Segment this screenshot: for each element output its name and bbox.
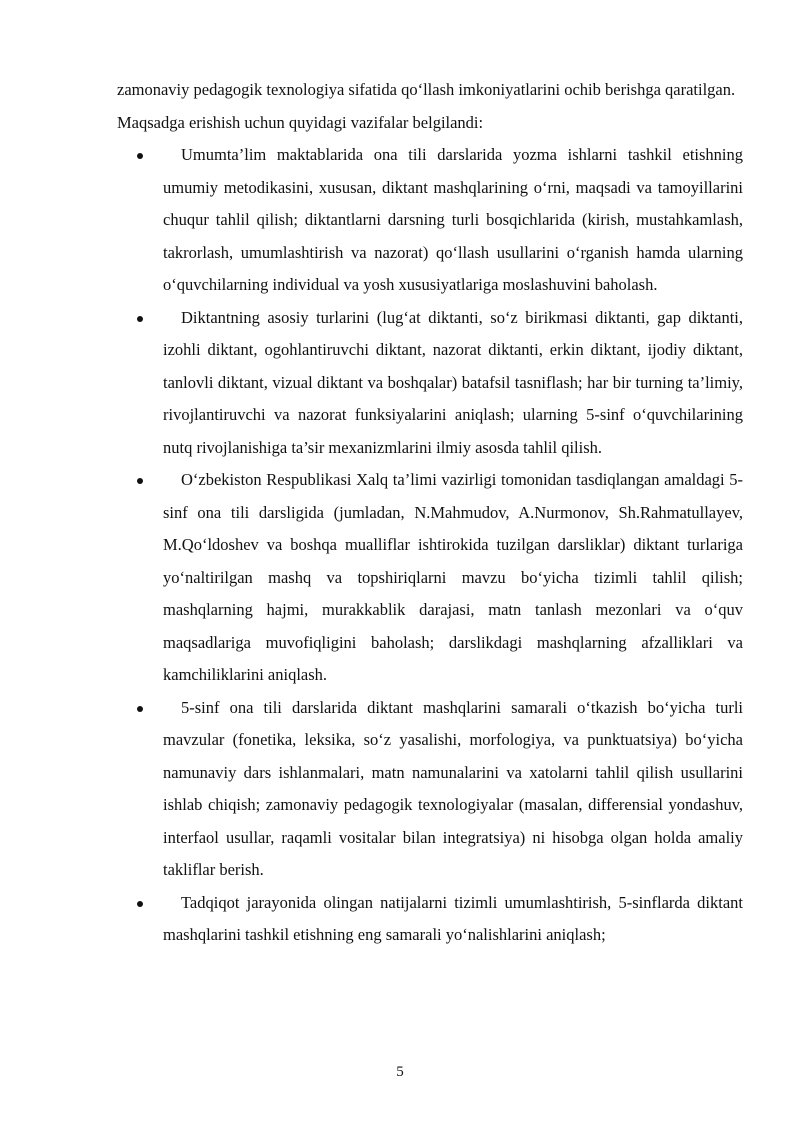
bullet-icon bbox=[137, 316, 143, 322]
task-text: Tadqiqot jarayonida olingan natijalarni tizimli umumlashtirish, 5-sinflarda diktant mashqlarini tashkil etishning eng samarali yo‘nalishlarini aniqlash; bbox=[163, 892, 743, 944]
tasks-lead-sentence: Maqsadga erishish uchun quyidagi vazifalar belgilandi: bbox=[117, 112, 484, 132]
page-number: 5 bbox=[396, 1064, 404, 1080]
bullet-icon bbox=[137, 478, 143, 484]
task-item bbox=[117, 887, 743, 952]
bullet-icon bbox=[137, 706, 143, 712]
bullet-icon bbox=[137, 153, 143, 159]
task-text: O‘zbekiston Respublikasi Xalq ta’limi vazirligi tomonidan tasdiqlangan amaldagi 5-sinf ona tili darsligida (jumladan, N.Mahmudov, A.Nurmonov, Sh.Rahmatullayev, M.Qo‘ldoshev va boshqa mualliflar ishtirokida tuzilgan darsliklar) diktant turlariga yo‘naltirilgan mashq va topshiriqlarni mavzu bo‘yicha tizimli tahlil qilish; mashqlarning hajmi, murakkablik darajasi, matn tanlash mezonlari va o‘quv maqsadlariga muvofiqligini baholash; darslikdagi mashqlarning afzalliklari va kamchiliklarini aniqlash. bbox=[163, 470, 743, 684]
task-text: Diktantning asosiy turlarini (lug‘at diktanti, so‘z birikmasi diktanti, gap diktanti, izohli diktant, ogohlantiruvchi diktant, nazorat diktanti, erkin diktant, ijodiy diktant, tanlovli diktant, vizual diktant va boshqalar) batafsil tasniflash; har bir turning ta’limiy, rivojlantiruvchi va nazorat funksiyalarini aniqlash; ularning 5-sinf o‘quvchilarining nutq rivojlanishiga ta’sir mexanizmlarini ilmiy asosda tahlil qilish. bbox=[163, 307, 743, 457]
task-item bbox=[117, 302, 743, 465]
task-item bbox=[117, 139, 743, 302]
task-text: 5-sinf ona tili darslarida diktant mashqlarini samarali o‘tkazish bo‘yicha turli mavzular (fonetika, leksika, so‘z yasalishi, morfologiya, va punktuatsiya) bo‘yicha namunaviy dars ishlanmalari, matn namunalarini va xatolarni tahlil qilish usullarini ishlab chiqish; zamonaviy pedagogik texnologiyalar (masalan, differensial yondashuv, interfaol usullar, raqamli vositalar bilan integratsiya) ni hisobga olgan holda amaliy takliflar berish. bbox=[163, 697, 743, 879]
task-item bbox=[117, 692, 743, 887]
intro-paragraph: zamonaviy pedagogik texnologiya sifatida qo‘llash imkoniyatlarini ochib berishga qaratilgan. bbox=[117, 80, 736, 99]
task-item bbox=[117, 464, 743, 692]
bullet-icon bbox=[137, 901, 143, 907]
body-text bbox=[117, 74, 743, 952]
task-text: Umumta’lim maktablarida ona tili darslarida yozma ishlarni tashkil etishning umumiy metodikasini, xususan, diktant mashqlarining o‘rni, maqsadi va tamoyillarini chuqur tahlil qilish; diktantlarni darsning turli bosqichlarida (kirish, mustahkamlash, takrorlash, umumlashtirish va nazorat) qo‘llash usullarini o‘rganish hamda ularning o‘quvchilarning individual va yosh xususiyatlariga moslashuvini baholash. bbox=[163, 145, 743, 294]
task-list bbox=[117, 139, 743, 952]
